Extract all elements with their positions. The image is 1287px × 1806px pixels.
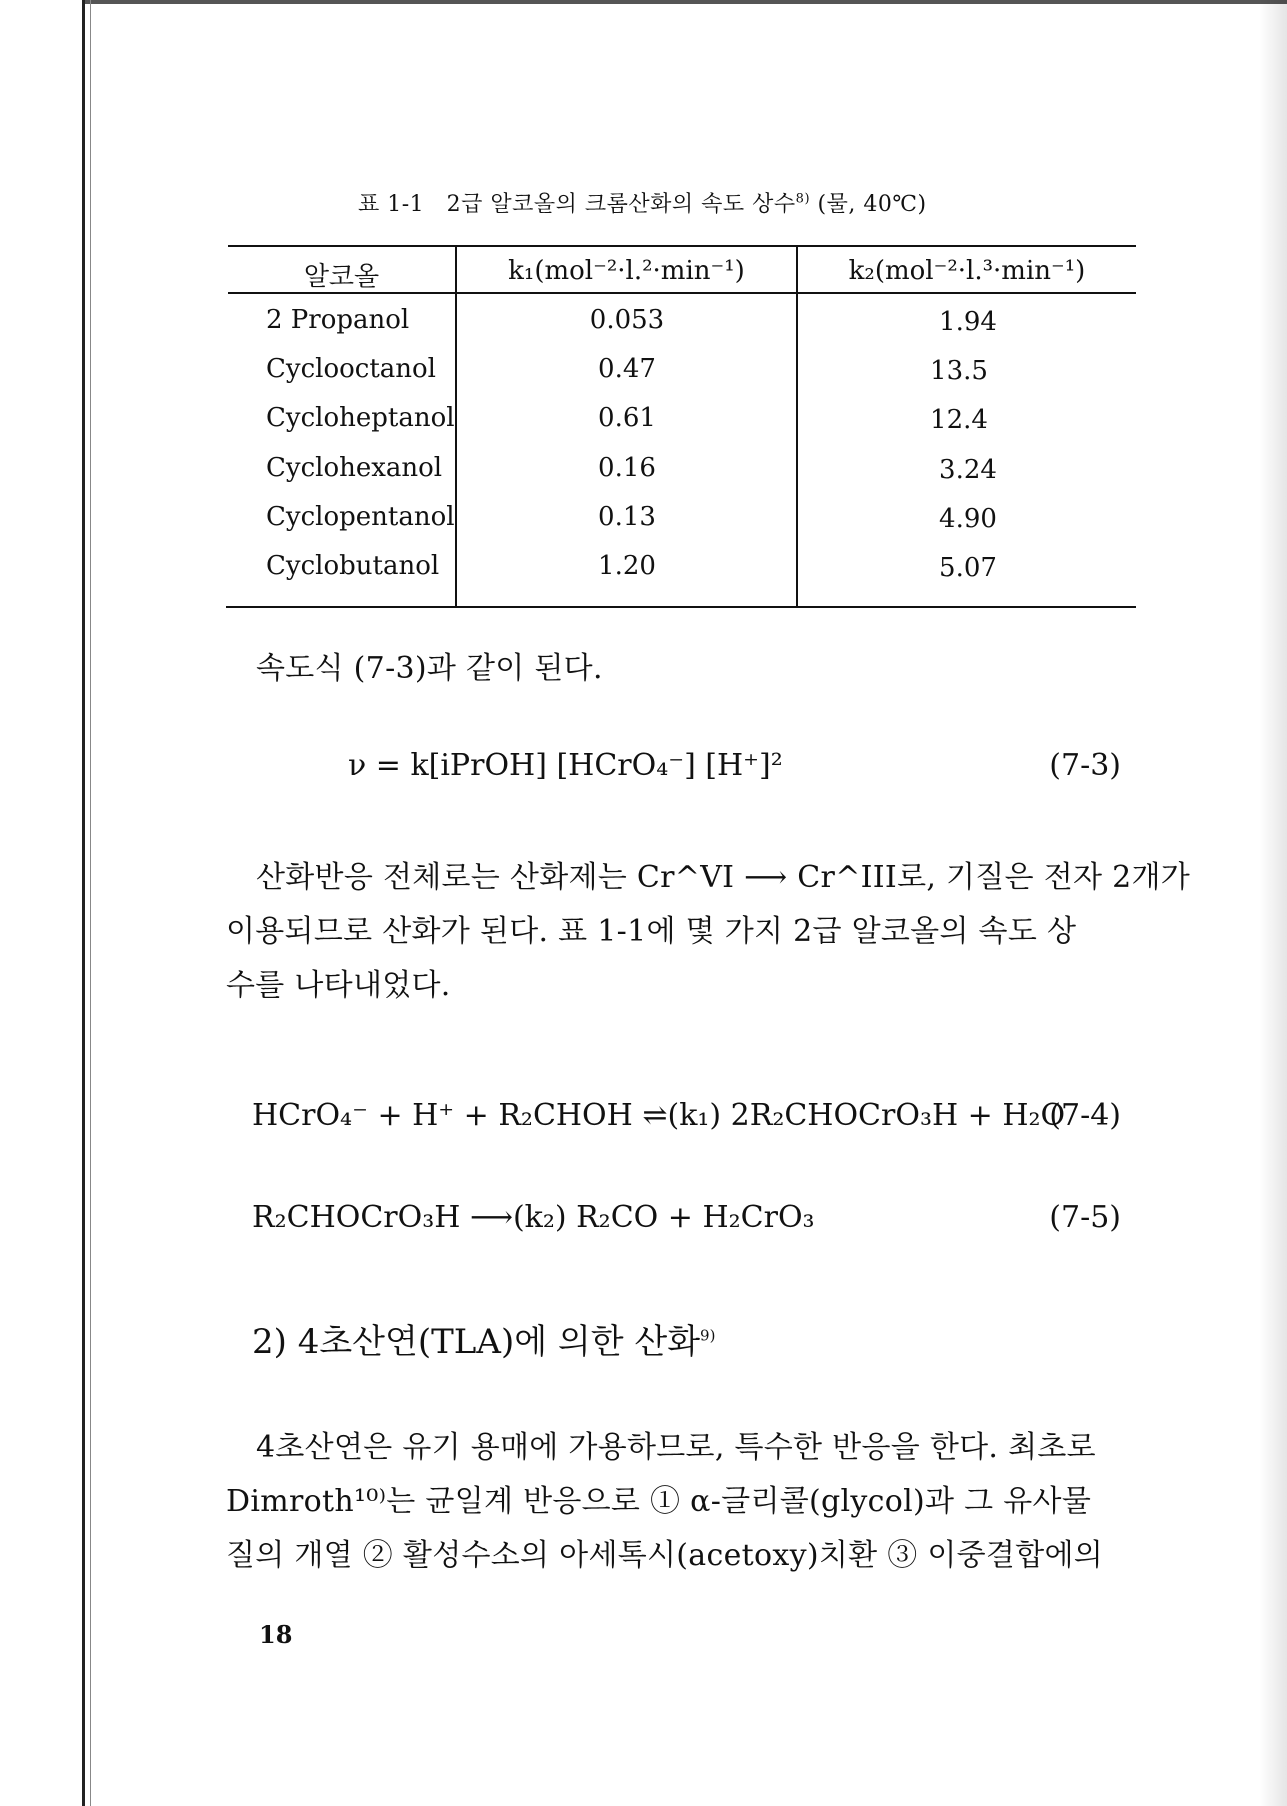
table-bottom-rule (226, 606, 1136, 608)
paragraph-2-line-2: 이용되므로 산화가 된다. 표 1-1에 몇 가지 2급 알코올의 속도 상 (226, 914, 1077, 949)
row-5-k2: 4.90 (939, 504, 997, 534)
section-heading-text: 2) 4초산연(TLA)에 의한 산화 (252, 1322, 701, 1362)
section-heading-ref: 9) (700, 1326, 716, 1345)
equation-7-3-number: (7-3) (1049, 748, 1121, 783)
paragraph-2-line-3: 수를 나타내었다. (226, 968, 451, 1003)
row-1-k2: 1.94 (939, 307, 997, 337)
table-top-rule (228, 245, 1136, 247)
page-number: 18 (259, 1620, 293, 1649)
table-caption-label: 표 1-1 (358, 192, 425, 217)
header-k1: k₁(mol⁻²·l.²·min⁻¹) (508, 256, 745, 286)
equation-7-5-number: (7-5) (1049, 1200, 1121, 1235)
row-3-k1: 0.61 (598, 403, 656, 433)
row-4-k2: 3.24 (939, 455, 997, 485)
row-5-name: Cyclopentanol (266, 502, 455, 532)
row-4-name: Cyclohexanol (266, 453, 443, 483)
table-caption (358, 187, 927, 218)
section-heading (252, 1314, 715, 1363)
header-k2: k₂(mol⁻²·l.³·min⁻¹) (848, 256, 1086, 286)
row-6-k1: 1.20 (598, 551, 656, 581)
row-5-k1: 0.13 (598, 502, 656, 532)
table-col-divider-2 (796, 245, 798, 607)
row-2-k1: 0.47 (598, 354, 656, 384)
page-right-shadow (1259, 0, 1287, 1806)
page-left-edge-inner (90, 0, 91, 1806)
row-3-name: Cycloheptanol (266, 403, 455, 433)
row-1-k1: 0.053 (589, 305, 665, 335)
row-6-name: Cyclobutanol (266, 551, 440, 581)
paragraph-3-line-1: 4초산연은 유기 용매에 가용하므로, 특수한 반응을 한다. 최초로 (256, 1430, 1096, 1465)
paragraph-2-line-1: 산화반응 전체로는 산화제는 Cr^VI ⟶ Cr^III로, 기질은 전자 2개가 (256, 860, 1191, 895)
table-caption-condition: (물, 40℃) (817, 192, 927, 217)
page-top-edge (82, 0, 1287, 4)
equation-7-3: ν = k[iPrOH] [HCrO₄⁻] [H⁺]² (348, 748, 783, 783)
row-2-name: Cyclooctanol (266, 354, 436, 384)
paragraph-3-line-2: Dimroth¹⁰⁾는 균일계 반응으로 ① α-글리콜(glycol)과 그 유사물 (226, 1484, 1092, 1519)
paragraph-3-line-3: 질의 개열 ② 활성수소의 아세톡시(acetoxy)치환 ③ 이중결합에의 (226, 1538, 1104, 1573)
table-caption-ref: 8) (795, 191, 811, 207)
page-left-edge (82, 0, 85, 1806)
row-1-name: 2 Propanol (266, 305, 410, 335)
row-2-k2: 13.5 (930, 356, 988, 386)
row-4-k1: 0.16 (598, 453, 656, 483)
equation-7-4: HCrO₄⁻ + H⁺ + R₂CHOH ⇌(k₁) 2R₂CHOCrO₃H + H₂O (252, 1098, 1066, 1133)
equation-7-5: R₂CHOCrO₃H ⟶(k₂) R₂CO + H₂CrO₃ (252, 1200, 815, 1235)
paragraph-1: 속도식 (7-3)과 같이 된다. (256, 651, 603, 686)
equation-7-4-number: (7-4) (1049, 1098, 1121, 1133)
row-3-k2: 12.4 (930, 405, 988, 435)
header-alcohol: 알코올 (303, 262, 380, 292)
table-caption-title: 2급 알코올의 크롬산화의 속도 상수 (446, 192, 796, 217)
row-6-k2: 5.07 (939, 553, 997, 583)
